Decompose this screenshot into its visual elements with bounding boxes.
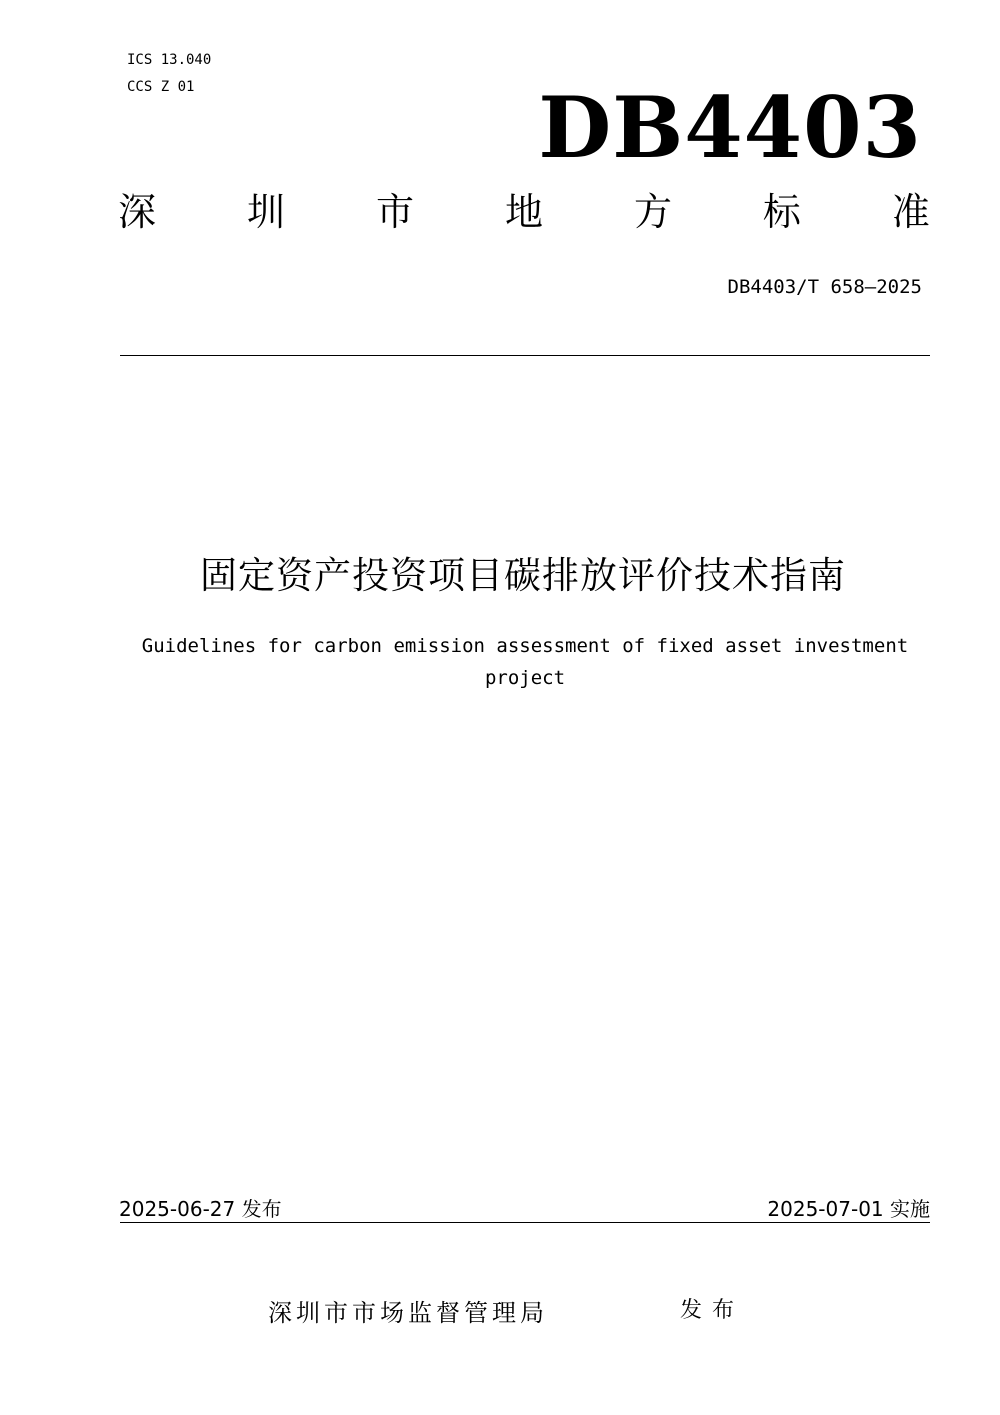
publish-date: 2025-06-27 发布 — [119, 1197, 282, 1221]
db-code: DB4403 — [538, 78, 922, 177]
implementation-date: 2025-07-01 实施 — [767, 1197, 930, 1221]
standard-type-char: 准 — [891, 190, 930, 234]
standard-type-char: 市 — [375, 190, 414, 234]
issuing-authority: 深圳市市场监督管理局 — [268, 1299, 548, 1327]
standard-type-char: 标 — [762, 190, 801, 234]
ccs-code: CCS Z 01 — [127, 79, 195, 95]
standard-number: DB4403/T 658—2025 — [727, 276, 922, 298]
document-title-chinese: 固定资产投资项目碳排放评价技术指南 — [200, 554, 846, 597]
issue-label: 发布 — [680, 1298, 745, 1323]
standard-type-char: 方 — [633, 190, 672, 234]
document-title-english: Guidelines for carbon emission assessment of fixed asset investment project — [141, 635, 909, 689]
standard-type-char: 圳 — [246, 190, 285, 234]
standard-type-char: 地 — [504, 190, 543, 234]
standard-type-char: 深 — [118, 190, 157, 234]
top-divider — [120, 355, 930, 356]
standard-type — [118, 192, 930, 234]
bottom-divider — [120, 1222, 930, 1223]
ics-code: ICS 13.040 — [127, 52, 212, 68]
